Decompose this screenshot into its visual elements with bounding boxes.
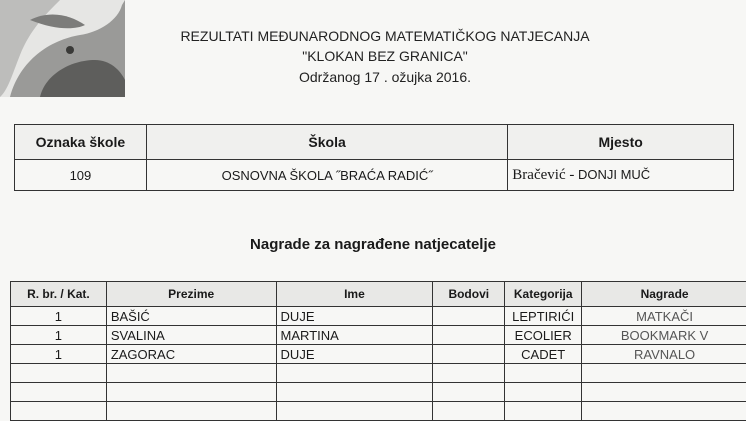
column-header: Mjesto [508, 125, 734, 160]
school-name: OSNOVNA ŠKOLA ˝BRAĆA RADIĆ˝ [146, 160, 507, 191]
surname-cell: SVALINA [106, 326, 276, 345]
award-cell: RAVNALO [582, 345, 746, 364]
empty-row [11, 364, 746, 383]
table-row [11, 345, 746, 364]
category-cell: CADET [505, 345, 582, 364]
header-subtitle: "KLOKAN BEZ GRANICA" [150, 48, 620, 64]
category-cell: ECOLIER [505, 326, 582, 345]
name-cell: DUJE [276, 307, 433, 326]
surname-cell: ZAGORAC [106, 345, 276, 364]
column-header: Ime [276, 282, 433, 307]
column-header: Prezime [106, 282, 276, 307]
column-header: Nagrade [582, 282, 746, 307]
kangaroo-logo [0, 0, 125, 97]
category-cell: LEPTIRIĆI [505, 307, 582, 326]
rb-cell: 1 [11, 345, 107, 364]
points-cell [433, 326, 505, 345]
empty-row [11, 383, 746, 402]
awards-title: Nagrade za nagrađene natjecatelje [0, 236, 746, 253]
school-table [14, 124, 734, 191]
column-header: R. br. / Kat. [11, 282, 107, 307]
column-header: Kategorija [505, 282, 582, 307]
school-place [508, 160, 734, 191]
surname-cell: BAŠIĆ [106, 307, 276, 326]
rb-cell: 1 [11, 307, 107, 326]
name-cell: DUJE [276, 345, 433, 364]
column-header: Škola [146, 125, 507, 160]
header-title: REZULTATI MEĐUNARODNOG MATEMATIČKOG NATJECANJA [150, 28, 620, 44]
rb-cell: 1 [11, 326, 107, 345]
column-header: Oznaka škole [15, 125, 147, 160]
empty-row [11, 402, 746, 421]
table-row [11, 326, 746, 345]
name-cell: MARTINA [276, 326, 433, 345]
table-row [11, 307, 746, 326]
column-header: Bodovi [433, 282, 505, 307]
award-cell: MATKAČI [582, 307, 746, 326]
header-date: Održanog 17 . ožujka 2016. [150, 69, 620, 85]
school-table-header-row [15, 125, 734, 160]
points-cell [433, 345, 505, 364]
awards-table [10, 281, 746, 421]
school-code: 109 [15, 160, 147, 191]
place-name: DONJI MUČ [578, 167, 650, 182]
points-cell [433, 307, 505, 326]
award-cell: BOOKMARK V [582, 326, 746, 345]
awards-header-row [11, 282, 746, 307]
place-prefix: Bračević - [512, 167, 574, 183]
table-row [15, 160, 734, 191]
